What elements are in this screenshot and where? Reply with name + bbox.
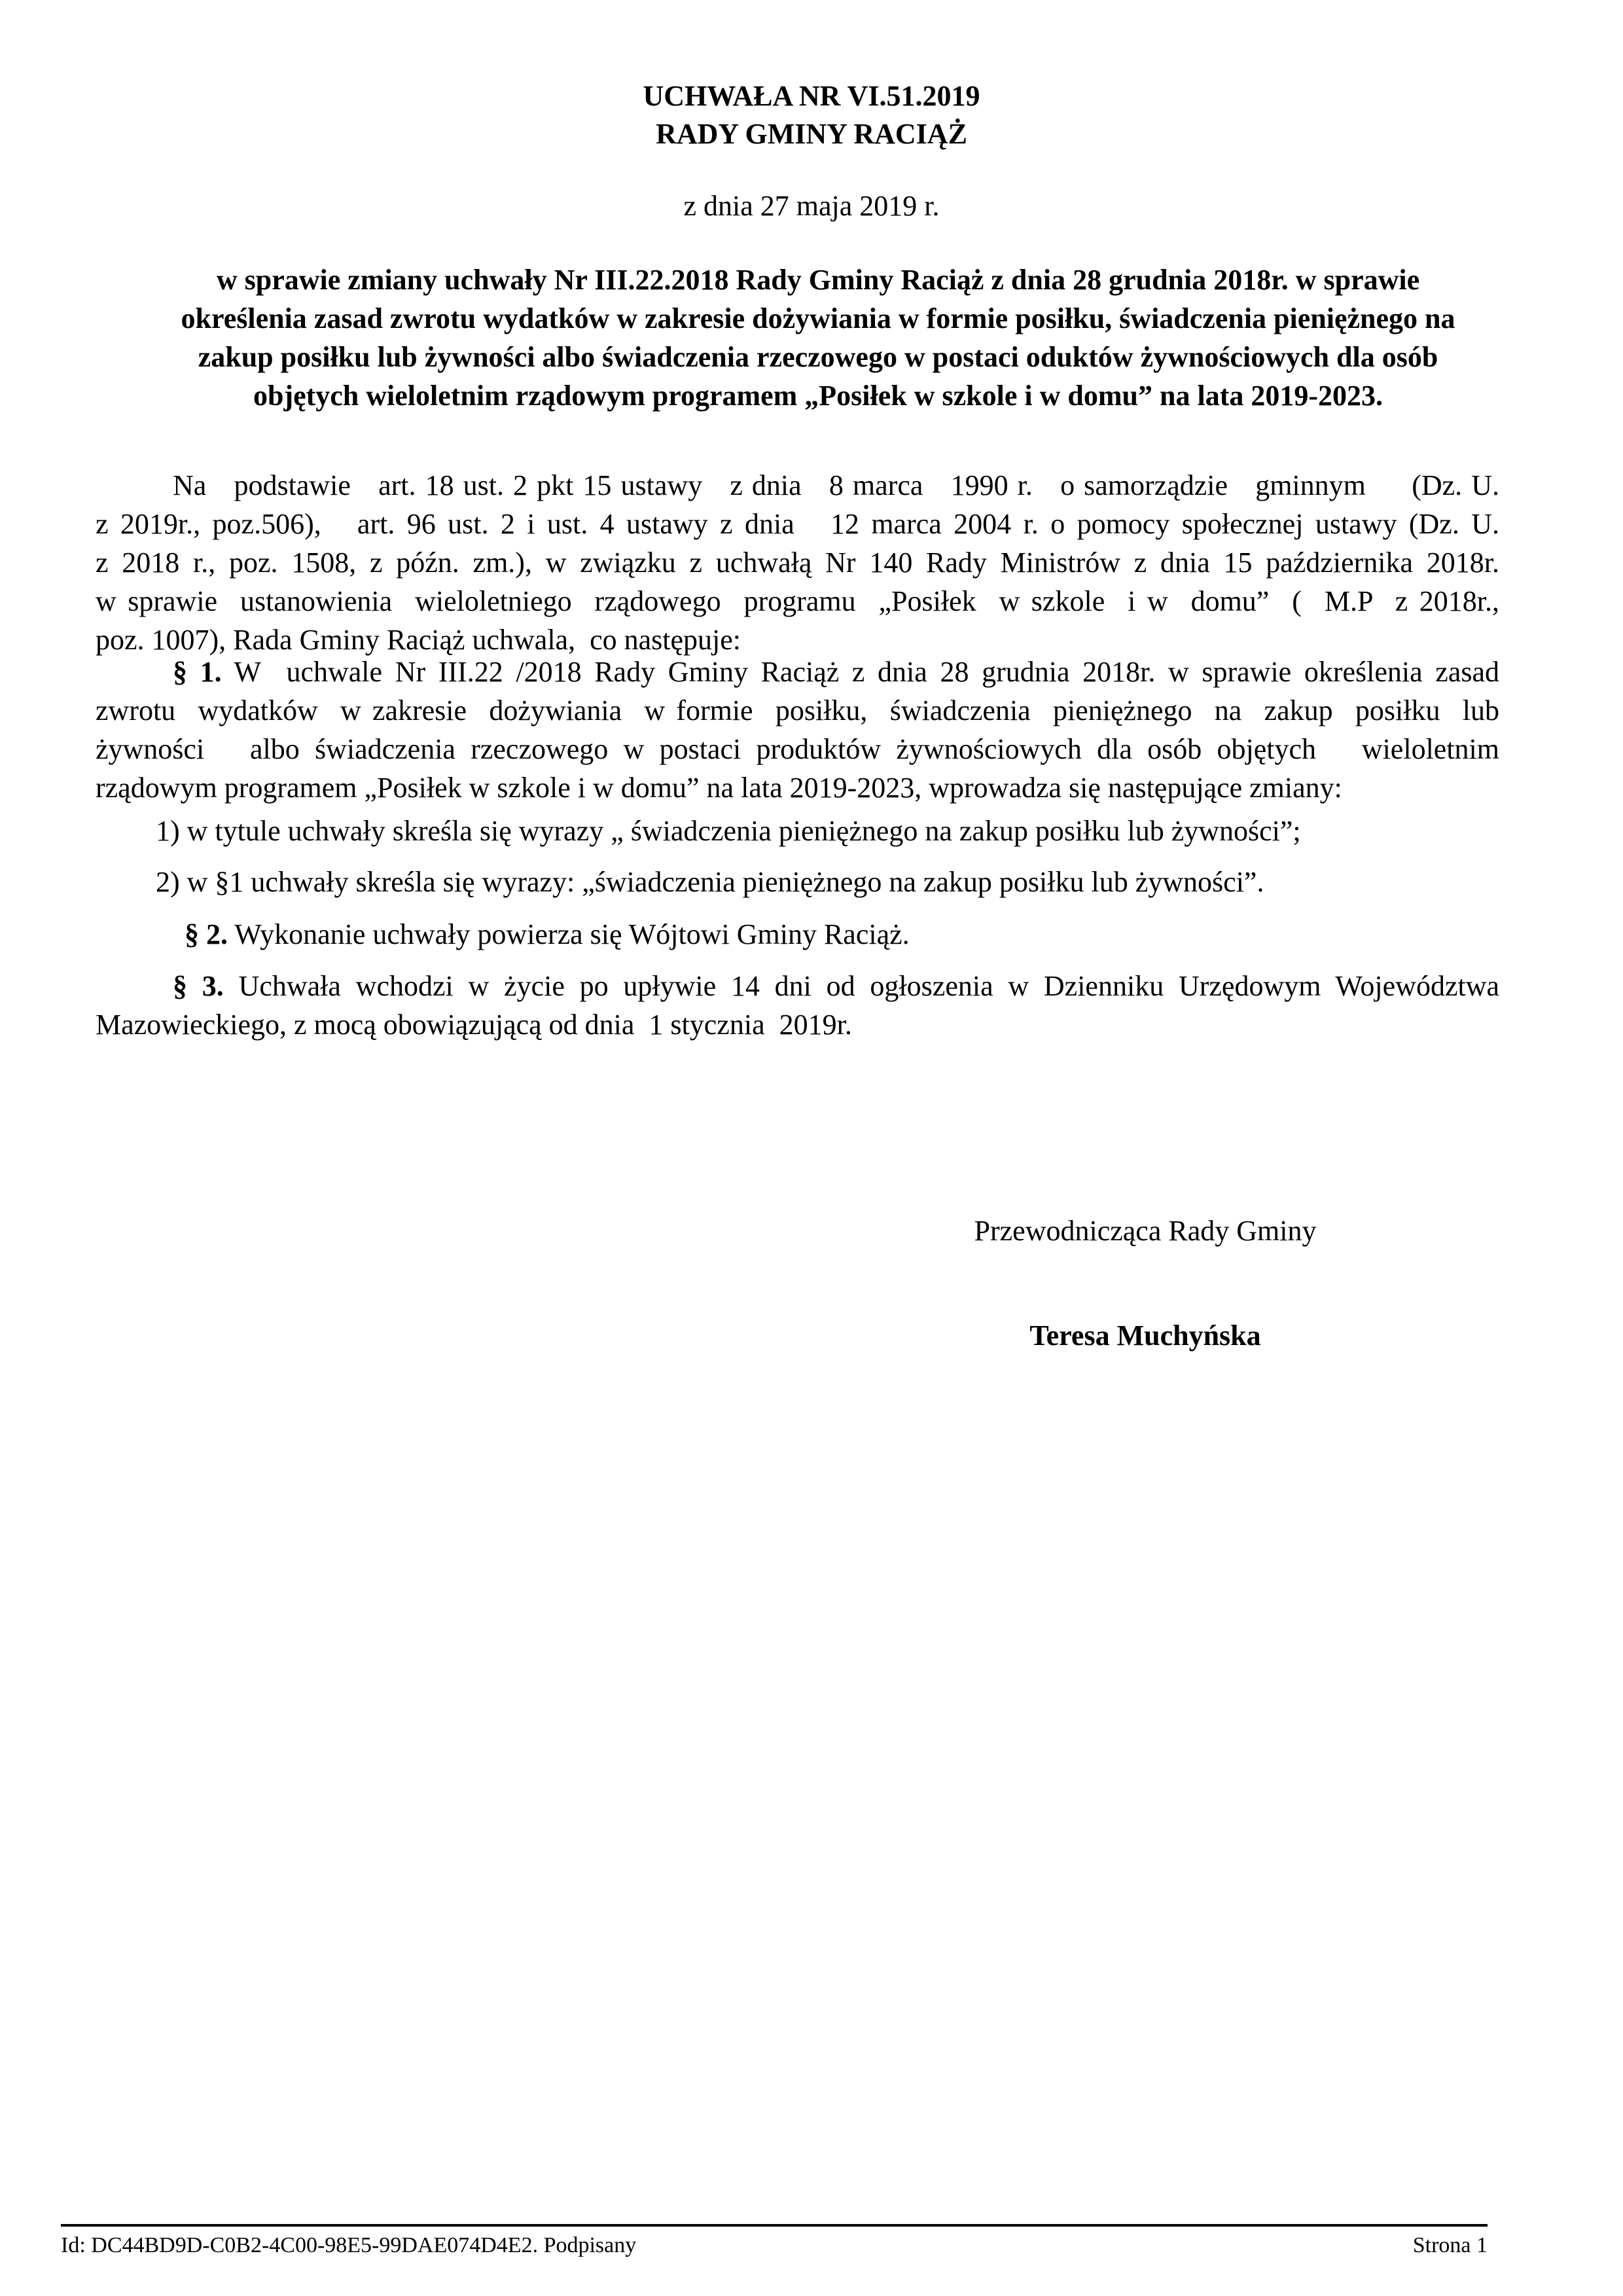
paragraph-line: § 3. Uchwała wchodzi w życie po upływie 14 dni od ogłoszenia w Dzienniku Urzędowym Województwa [173,970,1500,1002]
paragraph-line: z 2018 r., poz. 1508, z późn. zm.), w związku z uchwałą Nr 140 Rady Ministrów z dnia 15 października 2018r. [96,547,1499,579]
paragraph-line: rządowym programem „Posiłek w szkole i w domu” na lata 2019-2023, wprowadza się następujące zmiany: [96,772,1342,804]
section-marker: § 1. [173,656,222,688]
subject-line: objętych wieloletnim rządowym programem „Posiłek w szkole i w domu” na lata 2019-2023. [253,380,1383,412]
subject-line: zakup posiłku lub żywności albo świadczenia rzeczowego w postaci oduktów żywnościowych dla osób [198,341,1438,373]
paragraph-line: § 1. W uchwale Nr III.22 /2018 Rady Gminy Raciąż z dnia 28 grudnia 2018r. w sprawie określenia zasad [173,656,1499,688]
section-marker: § 2. [185,918,228,950]
paragraph-line: Na podstawie art. 18 ust. 2 pkt 15 ustawy z dnia 8 marca 1990 r. o samorządzie gminnym (Dz. U. [173,469,1499,501]
page-number: Strona 1 [1412,2233,1488,2257]
signatory-name: Teresa Muchyńska [1029,1319,1261,1352]
resolution-date: z dnia 27 maja 2019 r. [683,190,940,222]
section-marker: § 3. [173,970,224,1002]
footer-divider [61,2224,1488,2227]
subject-line: w sprawie zmiany uchwały Nr III.22.2018 Rady Gminy Raciąż z dnia 28 grudnia 2018r. w sprawie [216,264,1420,296]
paragraph-line: poz. 1007), Rada Gminy Raciąż uchwala, co następuje: [96,624,741,656]
signatory-role: Przewodnicząca Rady Gminy [974,1215,1317,1247]
paragraph-line: z 2019r., poz.506), art. 96 ust. 2 i ust. 4 ustawy z dnia 12 marca 2004 r. o pomocy społecznej ustawy (Dz. U. [96,508,1499,540]
section-2-paragraph: § 2. Wykonanie uchwały powierza się Wójtowi Gminy Raciąż. [185,918,910,950]
council-name-heading: RADY GMINY RACIĄŻ [656,118,967,150]
paragraph-line: Mazowieckiego, z mocą obowiązującą od dnia 1 stycznia 2019r. [96,1009,852,1041]
resolution-number-heading: UCHWAŁA NR VI.51.2019 [643,80,980,112]
section-1-paragraph [96,653,1499,807]
paragraph-line: zwrotu wydatków w zakresie dożywiania w formie posiłku, świadczenia pieniężnego na zakup posiłku lub [96,694,1499,726]
paragraph-line: żywności albo świadczenia rzeczowego w postaci produktów żywnościowych dla osób objętych wieloletnim [96,733,1499,765]
amendment-item-1: 1) w tytule uchwały skreśla się wyrazy „ świadczenia pieniężnego na zakup posiłku lub żywności”; [156,815,1301,847]
subject-line: określenia zasad zwrotu wydatków w zakresie dożywiania w formie posiłku, świadczenia pieniężnego na [181,302,1455,334]
section-3-paragraph [96,967,1499,1044]
resolution-subject [131,260,1505,415]
paragraph-line: w sprawie ustanowienia wieloletniego rządowego programu „Posiłek w szkole i w domu” ( M.P z 2018r., [96,585,1499,617]
amendment-item-2: 2) w §1 uchwały skreśla się wyrazy: „świadczenia pieniężnego na zakup posiłku lub żywności”. [156,866,1264,898]
legal-basis-paragraph [96,466,1499,659]
document-id: Id: DC44BD9D-C0B2-4C00-98E5-99DAE074D4E2. Podpisany [61,2233,637,2257]
